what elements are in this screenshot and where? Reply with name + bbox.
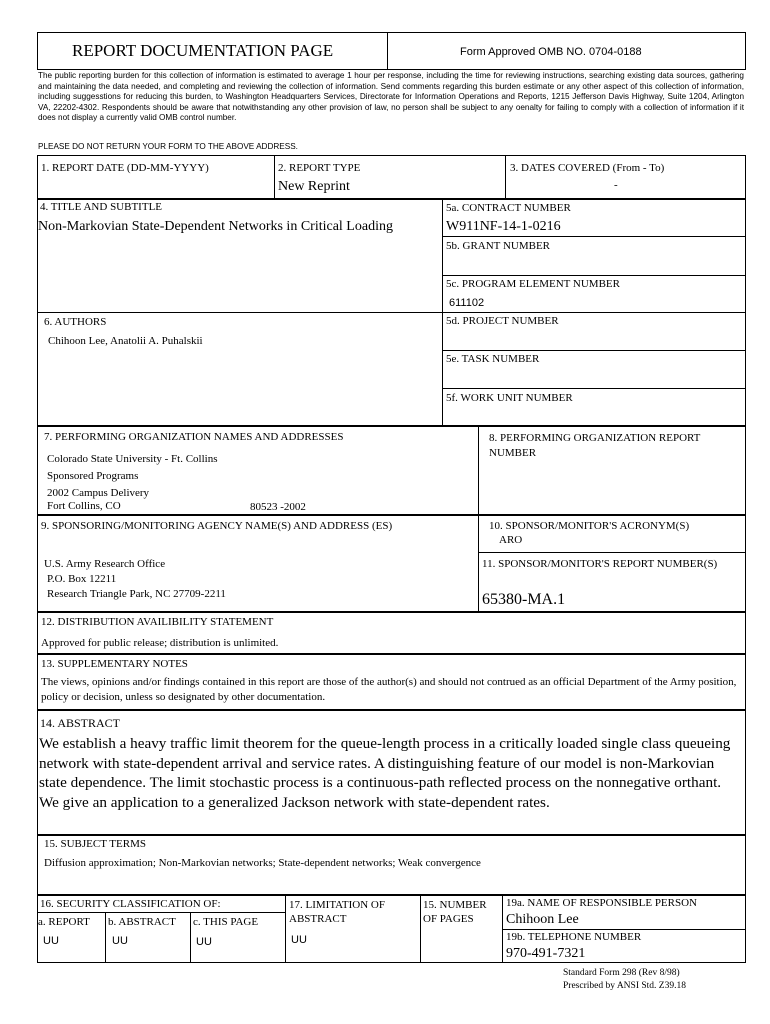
divider — [420, 895, 421, 963]
report-type-value: New Reprint — [278, 179, 350, 194]
responsible-person-label: 19a. NAME OF RESPONSIBLE PERSON — [506, 897, 697, 909]
divider — [442, 236, 746, 237]
sponsoring-agency-line: P.O. Box 12211 — [47, 573, 117, 585]
performing-org-label: 7. PERFORMING ORGANIZATION NAMES AND ADDRESSES — [44, 431, 344, 443]
sponsoring-agency-line: U.S. Army Research Office — [44, 558, 166, 570]
divider — [285, 895, 286, 963]
abstract-class-value: UU — [112, 935, 128, 947]
task-number-label: 5e. TASK NUMBER — [446, 353, 540, 365]
monitor-report-label: 11. SPONSOR/MONITOR'S REPORT NUMBER(S) — [482, 558, 718, 570]
acronym-label: 10. SPONSOR/MONITOR'S ACRONYM(S) — [489, 520, 690, 532]
abstract-class-label: b. ABSTRACT — [108, 916, 176, 928]
acronym-value: ARO — [499, 534, 523, 546]
form-approved-label: Form Approved OMB NO. 0704-0188 — [460, 46, 642, 58]
sponsoring-agency-line: Research Triangle Park, NC 27709-2211 — [47, 588, 226, 600]
contract-number-label: 5a. CONTRACT NUMBER — [446, 202, 571, 214]
performing-org-line: Colorado State University - Ft. Collins — [47, 453, 218, 465]
security-classification-label: 16. SECURITY CLASSIFICATION OF: — [40, 898, 221, 910]
limitation-value: UU — [291, 934, 307, 946]
abstract-label: 14. ABSTRACT — [40, 716, 121, 730]
supplementary-value: The views, opinions and/or findings contained in this report are those of the author(s) and should not contrued as an official Department of the Army position, policy or decision, unless so designated by other documentation. — [41, 676, 737, 703]
subject-terms-label: 15. SUBJECT TERMS — [44, 838, 146, 850]
dates-covered-value: - — [614, 179, 618, 191]
monitor-report-value: 65380-MA.1 — [482, 591, 566, 608]
authors-label: 6. AUTHORS — [44, 316, 107, 328]
report-class-label: a. REPORT — [38, 916, 90, 928]
divider — [442, 388, 746, 389]
performing-report-label: 8. PERFORMING ORGANIZATION REPORT NUMBER — [489, 432, 701, 459]
performing-org-zip: 80523 -2002 — [250, 501, 306, 513]
header-divider — [387, 32, 388, 70]
performing-org-line: Sponsored Programs — [47, 470, 139, 482]
divider — [37, 312, 746, 313]
dates-covered-label: 3. DATES COVERED (From - To) — [510, 162, 665, 174]
burden-statement: The public reporting burden for this collection of information is estimated to average 1 hour per response, including the time for reviewing instructions, searching existing data sources, gathering and maintaining the data needed, and completing and reviewing the collection of information. Send comments regarding this burden estimate or any other aspect of this collection of information, including suggesstions for reducing this burden, to Washington Headquarters Services, Directorate for Information Operations and Reports, 1215 Jefferson Davis Highway, Suite 1204, Arlington VA, 22202-4302. Respondents should be aware that notwithstanding any other provision of law, no person shall be subject to any oenalty for failing to comply with a collection of information if it does not display a currently valid OMB control number. — [38, 71, 744, 123]
divider — [505, 155, 506, 199]
number-of-pages-label: 15. NUMBER OF PAGES — [423, 899, 487, 925]
divider — [190, 912, 191, 963]
page-class-value: UU — [196, 936, 212, 948]
authors-value: Chihoon Lee, Anatolii A. Puhalskii — [48, 335, 203, 347]
prescribed-note: Prescribed by ANSI Std. Z39.18 — [563, 981, 686, 991]
telephone-value: 970-491-7321 — [506, 946, 586, 961]
divider — [478, 552, 746, 553]
title-label: 4. TITLE AND SUBTITLE — [40, 201, 163, 213]
project-number-label: 5d. PROJECT NUMBER — [446, 315, 559, 327]
performing-org-line: Fort Collins, CO — [47, 500, 121, 512]
responsible-person-value: Chihoon Lee — [506, 912, 579, 927]
subject-terms-value: Diffusion approximation; Non-Markovian networks; State-dependent networks; Weak convergence — [44, 857, 481, 869]
work-unit-label: 5f. WORK UNIT NUMBER — [446, 392, 573, 404]
divider — [478, 515, 479, 612]
telephone-label: 19b. TELEPHONE NUMBER — [506, 931, 642, 943]
do-not-return-notice: PLEASE DO NOT RETURN YOUR FORM TO THE ABOVE ADDRESS. — [38, 142, 298, 151]
distribution-value: Approved for public release; distribution is unlimited. — [41, 637, 279, 649]
abstract-value: We establish a heavy traffic limit theorem for the queue-length process in a critically loaded single class queueing network with state-dependent arrival and service rates. A distinguishing feature of our model is non-Markovian state dependence. The limit stochastic process is a continuous-path reflected process on the nonnegative orthant. We give an application to a generalized Jackson network with state-dependent rates. — [39, 735, 731, 811]
title-value: Non-Markovian State-Dependent Networks in Critical Loading — [38, 219, 393, 234]
divider — [37, 912, 285, 913]
distribution-label: 12. DISTRIBUTION AVAILIBILITY STATEMENT — [41, 616, 274, 628]
divider — [274, 155, 275, 199]
standard-form-note: Standard Form 298 (Rev 8/98) — [563, 968, 680, 978]
report-type-label: 2. REPORT TYPE — [278, 162, 361, 174]
report-class-value: UU — [43, 935, 59, 947]
grant-number-label: 5b. GRANT NUMBER — [446, 240, 551, 252]
page-title: REPORT DOCUMENTATION PAGE — [72, 41, 334, 60]
performing-org-line: 2002 Campus Delivery — [47, 487, 150, 499]
divider — [105, 912, 106, 963]
divider — [478, 426, 479, 515]
divider — [442, 275, 746, 276]
contract-number-value: W911NF-14-1-0216 — [446, 219, 561, 234]
sponsoring-agency-label: 9. SPONSORING/MONITORING AGENCY NAME(S) AND ADDRESS (ES) — [41, 520, 393, 532]
program-element-value: 611102 — [449, 297, 485, 309]
divider — [502, 929, 746, 930]
supplementary-label: 13. SUPPLEMENTARY NOTES — [41, 658, 188, 670]
program-element-label: 5c. PROGRAM ELEMENT NUMBER — [446, 278, 620, 290]
limitation-label: 17. LIMITATION OF ABSTRACT — [289, 899, 385, 925]
divider — [442, 350, 746, 351]
page-class-label: c. THIS PAGE — [193, 916, 259, 928]
report-date-label: 1. REPORT DATE (DD-MM-YYYY) — [41, 162, 209, 174]
